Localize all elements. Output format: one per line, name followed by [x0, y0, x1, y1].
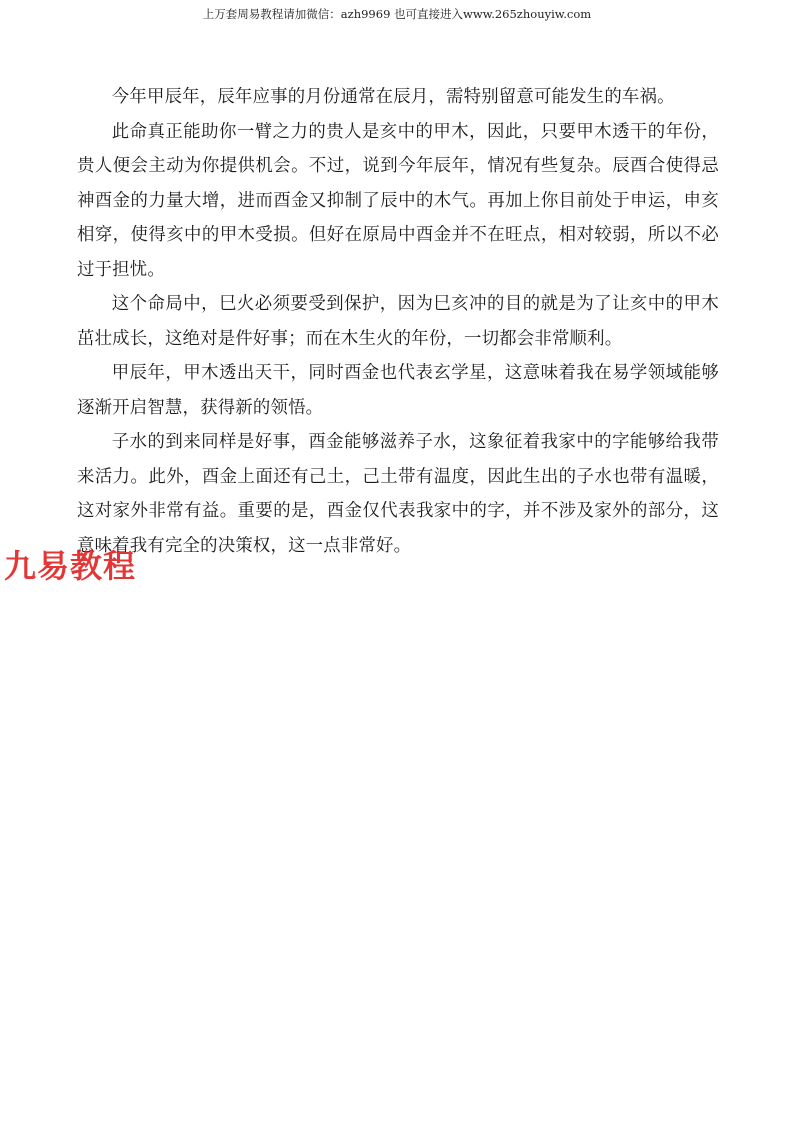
- watermark-logo: 九易教程: [4, 547, 137, 585]
- paragraph: 此命真正能助你一臂之力的贵人是亥中的甲木，因此，只要甲木透干的年份，贵人便会主动为你提供机会。不过，说到今年辰年，情况有些复杂。辰酉合使得忌神酉金的力量大增，进而酉金又抑制了辰中的木气。再加上你目前处于申运，申亥相穿，使得亥中的甲木受损。但好在原局中酉金并不在旺点，相对较弱，所以不必过于担忧。: [77, 121, 719, 280]
- paragraph: 甲辰年，甲木透出天干，同时酉金也代表玄学星，这意味着我在易学领域能够逐渐开启智慧，获得新的领悟。: [77, 363, 719, 418]
- paragraph: 子水的到来同样是好事，酉金能够滋养子水，这象征着我家中的字能够给我带来活力。此外，酉金上面还有己土，己土带有温度，因此生出的子水也带有温暖，这对家外非常有益。重要的是，酉金仅代表我家中的字，并不涉及家外的部分，这意味着我有完全的决策权，这一点非常好。: [77, 432, 719, 556]
- document-body: [77, 80, 719, 563]
- paragraph: 这个命局中，巳火必须要受到保护，因为巳亥冲的目的就是为了让亥中的甲木茁壮成长，这绝对是件好事；而在木生火的年份，一切都会非常顺利。: [77, 294, 719, 349]
- paragraph: 今年甲辰年，辰年应事的月份通常在辰月，需特别留意可能发生的车祸。: [111, 87, 675, 107]
- page-header: 上万套周易教程请加微信：azh9969 也可直接进入www.265zhouyiw.com: [202, 7, 592, 21]
